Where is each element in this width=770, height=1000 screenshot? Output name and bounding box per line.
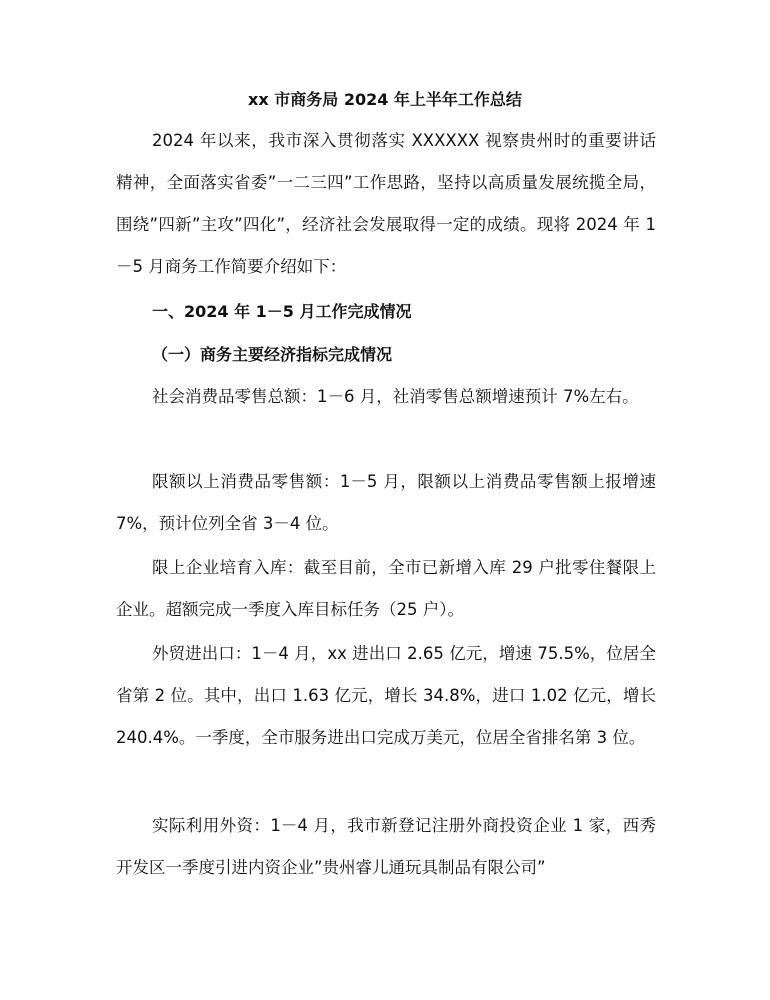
document-title: xx 市商务局 2024 年上半年工作总结 [248, 90, 522, 109]
subsection-heading: （一）商务主要经济指标完成情况 [152, 345, 393, 364]
paragraph-foreign-investment: 实际利用外资：1－4 月，我市新登记注册外商投资企业 1 家，西秀开发区一季度引进内资企业”贵州睿儿通玩具制品有限公司” [116, 816, 656, 877]
paragraph-enterprise-cultivation: 限上企业培育入库：截至目前，全市已新增入库 29 户批零住餐限上企业。超额完成一季度入库目标任务（25 户）。 [116, 558, 656, 619]
paragraph-above-quota-retail: 限额以上消费品零售额：1－5 月，限额以上消费品零售额上报增速 7%，预计位列全省 3－4 位。 [116, 472, 656, 533]
section-heading: 一、2024 年 1－5 月工作完成情况 [152, 302, 412, 321]
paragraph-foreign-trade: 外贸进出口：1－4 月，xx 进出口 2.65 亿元，增速 75.5%，位居全省第 2 位。其中，出口 1.63 亿元，增长 34.8%，进口 1.02 亿元，增长 240.4%。一季度，全市服务进出口完成万美元，位居全省排名第 3 位。 [116, 644, 656, 747]
paragraph-retail-sales: 社会消费品零售总额：1－6 月，社消零售总额增速预计 7%左右。 [152, 387, 639, 406]
intro-paragraph: 2024 年以来，我市深入贯彻落实 XXXXXX 视察贵州时的重要讲话精神，全面落实省委”一二三四”工作思路，坚持以高质量发展统揽全局，围绕”四新”主攻”四化”，经济社会发展取得一定的成绩。现将 2024 年 1－5 月商务工作简要介绍如下： [116, 131, 656, 276]
